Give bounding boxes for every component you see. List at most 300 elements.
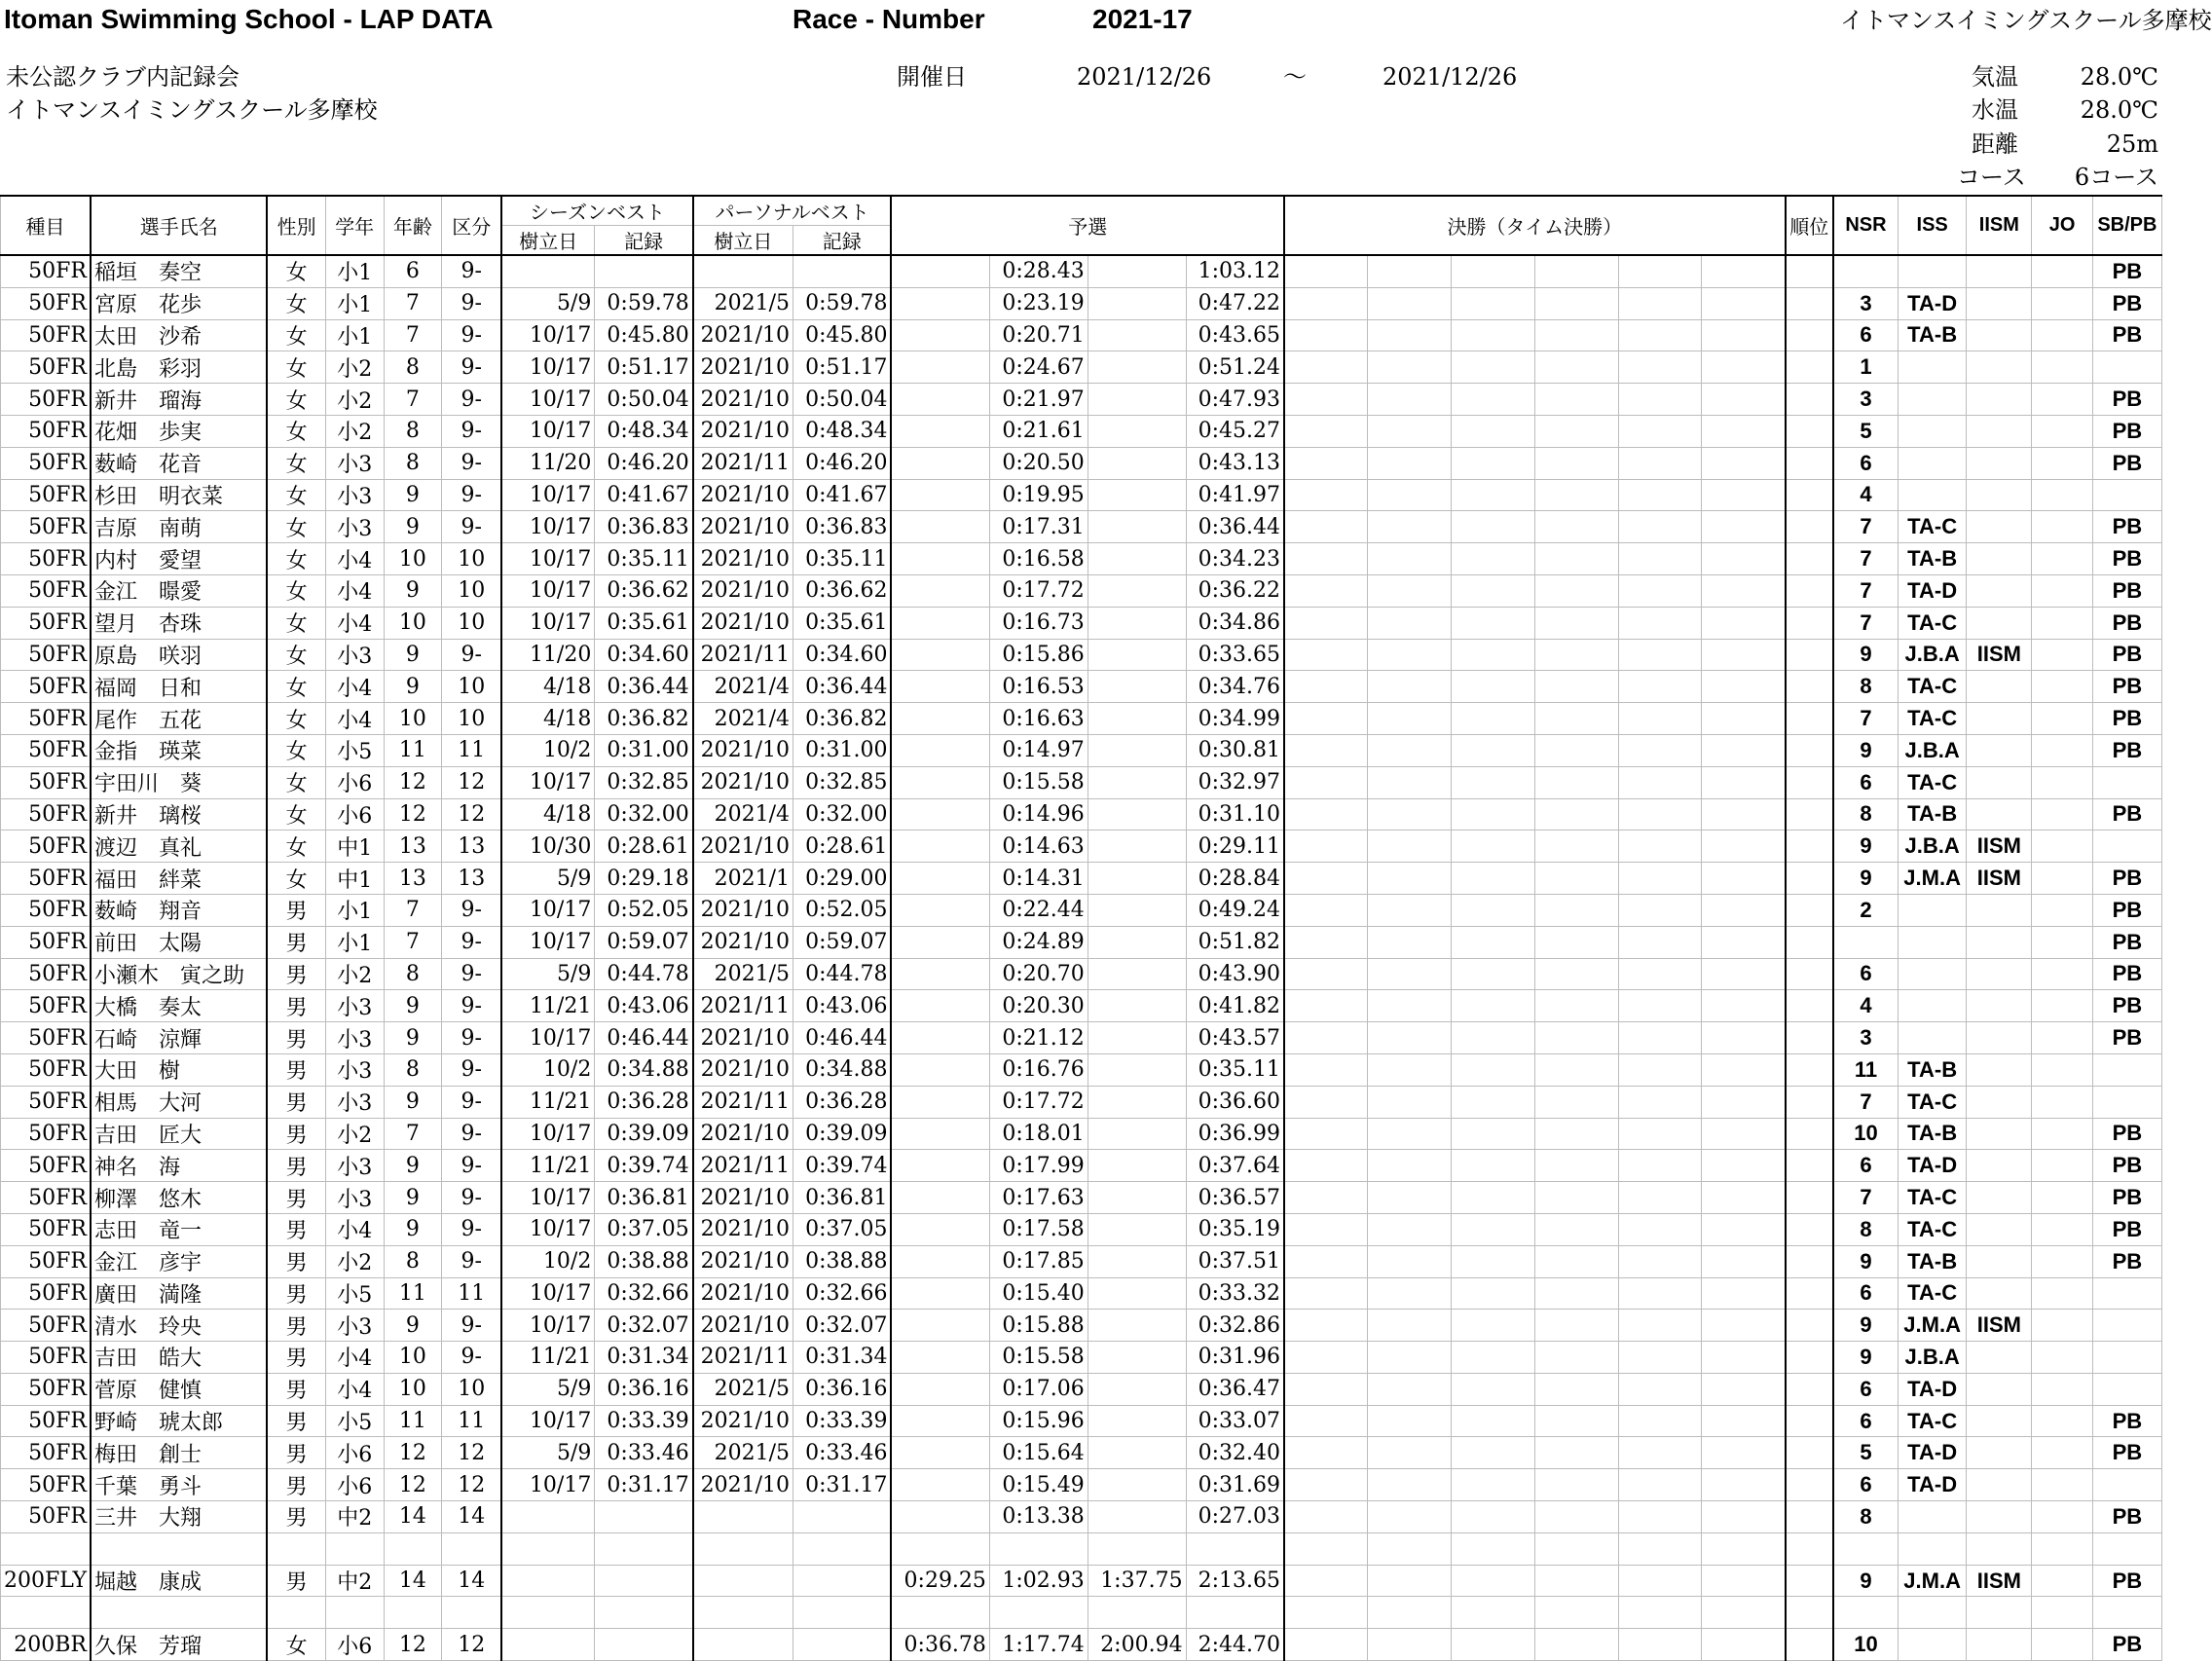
cell-empty xyxy=(1534,1245,1618,1277)
cell-pd: 2021/10 xyxy=(693,1245,793,1277)
cell-cat: 9- xyxy=(442,1022,501,1054)
cell-l2: 0:19.95 xyxy=(989,479,1088,511)
cell-empty xyxy=(1284,1405,1368,1437)
cell-event: 50FR xyxy=(1,1245,91,1277)
cell-age xyxy=(384,1597,442,1629)
cell-pb: PB xyxy=(2092,1150,2161,1182)
cell-empty xyxy=(1786,319,1833,351)
cell-jo xyxy=(2032,1150,2092,1182)
cell-pb xyxy=(2092,1086,2161,1118)
table-row xyxy=(1,671,2162,703)
cell-empty xyxy=(1368,574,1452,607)
cell-empty xyxy=(1284,1277,1368,1310)
date-to: 2021/12/26 xyxy=(1382,63,1518,91)
cell-pr xyxy=(793,1597,892,1629)
cell-cat: 9- xyxy=(442,1118,501,1150)
cell-pr: 0:41.67 xyxy=(793,479,892,511)
cell-empty xyxy=(1534,1437,1618,1469)
cell-gr: 小4 xyxy=(325,1373,384,1405)
cell-pb: PB xyxy=(2092,671,2161,703)
cell-jo xyxy=(2032,287,2092,319)
table-row xyxy=(1,1118,2162,1150)
cell-iss: TA-B xyxy=(1898,319,1966,351)
cell-pd: 2021/5 xyxy=(693,1437,793,1469)
cell-pr: 0:45.80 xyxy=(793,319,892,351)
table-row xyxy=(1,1086,2162,1118)
cell-empty xyxy=(1618,1022,1702,1054)
cell-empty xyxy=(1452,574,1535,607)
cell-empty xyxy=(1618,863,1702,895)
cell-g: 女 xyxy=(267,766,325,798)
cell-age: 8 xyxy=(384,447,442,479)
cell-empty xyxy=(1702,1086,1786,1118)
cell-empty xyxy=(1618,255,1702,287)
cell-l1 xyxy=(891,1532,989,1565)
cell-l1 xyxy=(891,1437,989,1469)
cell-empty xyxy=(1284,543,1368,575)
cell-pr: 0:28.61 xyxy=(793,830,892,863)
cell-empty xyxy=(1284,574,1368,607)
cell-g: 男 xyxy=(267,1150,325,1182)
cell-empty xyxy=(1368,990,1452,1022)
col-rank: 順位 xyxy=(1786,196,1833,255)
cell-event: 50FR xyxy=(1,703,91,735)
cell-gr: 小3 xyxy=(325,639,384,671)
cell-empty xyxy=(1368,479,1452,511)
cell-empty xyxy=(1618,734,1702,766)
table-row xyxy=(1,319,2162,351)
cell-cat: 11 xyxy=(442,1277,501,1310)
table-row xyxy=(1,574,2162,607)
cell-age: 7 xyxy=(384,1118,442,1150)
cell-empty xyxy=(1534,384,1618,416)
table-row xyxy=(1,798,2162,830)
cell-jo xyxy=(2032,1342,2092,1374)
cell-empty xyxy=(1618,415,1702,447)
table-row xyxy=(1,1469,2162,1501)
cell-pr: 0:36.83 xyxy=(793,511,892,543)
cell-gr: 小3 xyxy=(325,447,384,479)
cell-empty xyxy=(1786,351,1833,384)
cell-empty xyxy=(1786,1053,1833,1086)
cell-l4: 0:36.47 xyxy=(1186,1373,1284,1405)
cell-empty xyxy=(1368,1469,1452,1501)
cell-iism xyxy=(1967,766,2032,798)
table-row xyxy=(1,1629,2162,1661)
cell-iss: TA-C xyxy=(1898,1213,1966,1245)
cell-pb: PB xyxy=(2092,255,2161,287)
cell-gr: 小2 xyxy=(325,415,384,447)
cell-empty xyxy=(1534,639,1618,671)
cell-iism xyxy=(1967,574,2032,607)
cell-name: 金指 瑛菜 xyxy=(91,734,267,766)
cell-empty xyxy=(1786,1245,1833,1277)
table-row xyxy=(1,1277,2162,1310)
cell-age: 9 xyxy=(384,1310,442,1342)
cell-event xyxy=(1,1532,91,1565)
cell-empty xyxy=(1702,384,1786,416)
cell-empty xyxy=(1534,1182,1618,1214)
cell-jo xyxy=(2032,1086,2092,1118)
cell-pr: 0:32.07 xyxy=(793,1310,892,1342)
cell-empty xyxy=(1452,415,1535,447)
cell-empty xyxy=(1786,1405,1833,1437)
cell-empty xyxy=(1702,1597,1786,1629)
cell-l1 xyxy=(891,543,989,575)
cell-empty xyxy=(1702,671,1786,703)
cell-cat: 9- xyxy=(442,1310,501,1342)
cell-jo xyxy=(2032,894,2092,926)
cell-iism xyxy=(1967,1150,2032,1182)
cell-pb: PB xyxy=(2092,447,2161,479)
cell-sd: 11/21 xyxy=(501,1086,595,1118)
cell-nsr: 9 xyxy=(1833,830,1898,863)
cell-pd: 2021/5 xyxy=(693,1373,793,1405)
cell-l1 xyxy=(891,1342,989,1374)
cell-gr: 小3 xyxy=(325,1182,384,1214)
cell-empty xyxy=(1534,1373,1618,1405)
water-temp-value: 28.0℃ xyxy=(2080,96,2158,124)
cell-g: 男 xyxy=(267,1373,325,1405)
cell-l2: 0:14.97 xyxy=(989,734,1088,766)
cell-sr: 0:43.06 xyxy=(595,990,693,1022)
cell-pr: 0:36.81 xyxy=(793,1182,892,1214)
cell-empty xyxy=(1534,958,1618,990)
cell-iism xyxy=(1967,1245,2032,1277)
cell-pb: PB xyxy=(2092,1501,2161,1533)
col-name: 選手氏名 xyxy=(91,196,267,255)
cell-pd: 2021/5 xyxy=(693,287,793,319)
cell-l1 xyxy=(891,384,989,416)
cell-event: 200FLY xyxy=(1,1565,91,1597)
cell-empty xyxy=(1534,1310,1618,1342)
cell-empty xyxy=(1786,926,1833,958)
cell-pd: 2021/10 xyxy=(693,319,793,351)
cell-g: 女 xyxy=(267,415,325,447)
cell-empty xyxy=(1618,1053,1702,1086)
cell-empty xyxy=(1786,1373,1833,1405)
cell-event: 50FR xyxy=(1,479,91,511)
cell-age: 11 xyxy=(384,1405,442,1437)
cell-name xyxy=(91,1532,267,1565)
cell-iss: J.B.A xyxy=(1898,1342,1966,1374)
cell-l4: 0:51.24 xyxy=(1186,351,1284,384)
cell-empty xyxy=(1284,447,1368,479)
cell-empty xyxy=(1618,894,1702,926)
cell-jo xyxy=(2032,1532,2092,1565)
cell-sr: 0:52.05 xyxy=(595,894,693,926)
col-prelim: 予選 xyxy=(891,196,1284,255)
cell-l4: 0:31.69 xyxy=(1186,1469,1284,1501)
table-row xyxy=(1,830,2162,863)
cell-l4: 0:30.81 xyxy=(1186,734,1284,766)
cell-sr: 0:46.44 xyxy=(595,1022,693,1054)
cell-iism xyxy=(1967,798,2032,830)
cell-empty xyxy=(1534,734,1618,766)
cell-iss: TA-B xyxy=(1898,1245,1966,1277)
cell-name: 小瀬木 寅之助 xyxy=(91,958,267,990)
cell-l3 xyxy=(1088,1118,1186,1150)
cell-iism xyxy=(1967,255,2032,287)
cell-name: 三井 大翔 xyxy=(91,1501,267,1533)
cell-jo xyxy=(2032,1182,2092,1214)
cell-event: 50FR xyxy=(1,1469,91,1501)
cell-empty xyxy=(1452,671,1535,703)
cell-sd: 10/17 xyxy=(501,574,595,607)
cell-empty xyxy=(1534,255,1618,287)
cell-pd xyxy=(693,1565,793,1597)
cell-age: 8 xyxy=(384,1245,442,1277)
cell-sr: 0:35.61 xyxy=(595,607,693,639)
cell-jo xyxy=(2032,1469,2092,1501)
cell-jo xyxy=(2032,1245,2092,1277)
cell-pr: 0:31.00 xyxy=(793,734,892,766)
cell-g: 男 xyxy=(267,1437,325,1469)
cell-l1 xyxy=(891,255,989,287)
cell-pb xyxy=(2092,1532,2161,1565)
table-row xyxy=(1,1182,2162,1214)
cell-age: 12 xyxy=(384,798,442,830)
cell-age: 10 xyxy=(384,703,442,735)
cell-sd: 10/17 xyxy=(501,607,595,639)
cell-pb: PB xyxy=(2092,1629,2161,1661)
cell-name: 新井 璃桜 xyxy=(91,798,267,830)
cell-gr: 小6 xyxy=(325,798,384,830)
cell-age: 13 xyxy=(384,830,442,863)
cell-empty xyxy=(1534,1053,1618,1086)
cell-l1 xyxy=(891,958,989,990)
cell-event: 50FR xyxy=(1,574,91,607)
cell-event: 50FR xyxy=(1,1150,91,1182)
cell-empty xyxy=(1284,1373,1368,1405)
cell-cat: 9- xyxy=(442,1213,501,1245)
cell-nsr: 7 xyxy=(1833,1086,1898,1118)
cell-age: 10 xyxy=(384,607,442,639)
cell-l1 xyxy=(891,1597,989,1629)
cell-gr: 中2 xyxy=(325,1565,384,1597)
cell-pr: 0:33.46 xyxy=(793,1437,892,1469)
cell-age: 12 xyxy=(384,1437,442,1469)
cell-empty xyxy=(1702,863,1786,895)
cell-empty xyxy=(1452,894,1535,926)
cell-age: 9 xyxy=(384,1182,442,1214)
cell-l4: 0:47.93 xyxy=(1186,384,1284,416)
cell-iss xyxy=(1898,1501,1966,1533)
cell-g: 女 xyxy=(267,734,325,766)
cell-name: 菅原 健慎 xyxy=(91,1373,267,1405)
cell-l1 xyxy=(891,798,989,830)
cell-g: 女 xyxy=(267,1629,325,1661)
cell-empty xyxy=(1452,351,1535,384)
cell-empty xyxy=(1452,926,1535,958)
cell-l2: 0:15.58 xyxy=(989,1342,1088,1374)
date-separator: ～ xyxy=(1283,63,1307,91)
cell-gr: 小1 xyxy=(325,894,384,926)
cell-l3 xyxy=(1088,1405,1186,1437)
cell-pr: 0:32.66 xyxy=(793,1277,892,1310)
cell-gr: 中2 xyxy=(325,1501,384,1533)
cell-pd: 2021/11 xyxy=(693,447,793,479)
cell-sd: 10/17 xyxy=(501,479,595,511)
cell-empty xyxy=(1618,479,1702,511)
cell-iss xyxy=(1898,894,1966,926)
cell-gr: 小1 xyxy=(325,926,384,958)
cell-iism xyxy=(1967,990,2032,1022)
cell-empty xyxy=(1452,1053,1535,1086)
cell-sr: 0:50.04 xyxy=(595,384,693,416)
cell-l3 xyxy=(1088,384,1186,416)
cell-empty xyxy=(1618,574,1702,607)
cell-pr: 0:48.34 xyxy=(793,415,892,447)
cell-pd: 2021/10 xyxy=(693,415,793,447)
cell-g: 男 xyxy=(267,1118,325,1150)
cell-l1 xyxy=(891,671,989,703)
cell-l4: 0:43.13 xyxy=(1186,447,1284,479)
cell-iss xyxy=(1898,255,1966,287)
table-row xyxy=(1,1245,2162,1277)
cell-name: 新井 瑠海 xyxy=(91,384,267,416)
cell-empty xyxy=(1534,1022,1618,1054)
cell-nsr: 7 xyxy=(1833,574,1898,607)
cell-l3 xyxy=(1088,607,1186,639)
cell-empty xyxy=(1786,1150,1833,1182)
cell-l4: 0:33.65 xyxy=(1186,639,1284,671)
cell-empty xyxy=(1534,1597,1618,1629)
cell-l4 xyxy=(1186,1532,1284,1565)
cell-empty xyxy=(1534,990,1618,1022)
cell-l4: 0:49.24 xyxy=(1186,894,1284,926)
cell-jo xyxy=(2032,926,2092,958)
cell-name: 相馬 大河 xyxy=(91,1086,267,1118)
cell-g xyxy=(267,1597,325,1629)
cell-empty xyxy=(1702,415,1786,447)
cell-l4: 0:36.99 xyxy=(1186,1118,1284,1150)
cell-nsr: 5 xyxy=(1833,1437,1898,1469)
cell-event: 50FR xyxy=(1,384,91,416)
cell-l2: 0:17.99 xyxy=(989,1150,1088,1182)
cell-empty xyxy=(1284,1565,1368,1597)
cell-l3 xyxy=(1088,1342,1186,1374)
cell-l3 xyxy=(1088,543,1186,575)
col-nsr: NSR xyxy=(1833,196,1898,255)
cell-l2: 0:17.72 xyxy=(989,574,1088,607)
cell-empty xyxy=(1702,351,1786,384)
cell-iism xyxy=(1967,1405,2032,1437)
distance-value: 25m xyxy=(2106,130,2158,158)
cell-jo xyxy=(2032,830,2092,863)
cell-pb xyxy=(2092,351,2161,384)
cell-empty xyxy=(1368,415,1452,447)
cell-empty xyxy=(1452,511,1535,543)
cell-pr: 0:31.17 xyxy=(793,1469,892,1501)
cell-empty xyxy=(1368,447,1452,479)
cell-empty xyxy=(1786,1310,1833,1342)
cell-pb: PB xyxy=(2092,703,2161,735)
cell-nsr: 6 xyxy=(1833,1277,1898,1310)
cell-empty xyxy=(1368,255,1452,287)
table-row xyxy=(1,766,2162,798)
cell-pd xyxy=(693,1501,793,1533)
cell-empty xyxy=(1284,1629,1368,1661)
cell-sr: 0:28.61 xyxy=(595,830,693,863)
cell-empty xyxy=(1284,639,1368,671)
cell-event: 50FR xyxy=(1,1405,91,1437)
cell-pb xyxy=(2092,1373,2161,1405)
cell-cat: 9- xyxy=(442,384,501,416)
cell-empty xyxy=(1702,543,1786,575)
cell-sr: 0:45.80 xyxy=(595,319,693,351)
cell-l4: 2:44.70 xyxy=(1186,1629,1284,1661)
cell-empty xyxy=(1534,1213,1618,1245)
cell-sr xyxy=(595,1501,693,1533)
cell-age: 9 xyxy=(384,671,442,703)
cell-pr: 0:38.88 xyxy=(793,1245,892,1277)
cell-sd: 10/17 xyxy=(501,543,595,575)
cell-iism xyxy=(1967,1597,2032,1629)
cell-empty xyxy=(1786,1277,1833,1310)
cell-sr: 0:51.17 xyxy=(595,351,693,384)
cell-jo xyxy=(2032,447,2092,479)
cell-pr: 0:33.39 xyxy=(793,1405,892,1437)
cell-l2: 0:14.96 xyxy=(989,798,1088,830)
cell-cat: 9- xyxy=(442,287,501,319)
cell-empty xyxy=(1368,639,1452,671)
date-from: 2021/12/26 xyxy=(1077,63,1212,91)
cell-l3 xyxy=(1088,511,1186,543)
cell-pd: 2021/10 xyxy=(693,1182,793,1214)
cell-empty xyxy=(1284,479,1368,511)
cell-pd: 2021/10 xyxy=(693,511,793,543)
cell-l1 xyxy=(891,1501,989,1533)
cell-iss: TA-C xyxy=(1898,511,1966,543)
cell-gr: 小1 xyxy=(325,255,384,287)
cell-sr: 0:34.60 xyxy=(595,639,693,671)
cell-jo xyxy=(2032,798,2092,830)
cell-empty xyxy=(1534,447,1618,479)
cell-event: 50FR xyxy=(1,255,91,287)
cell-empty xyxy=(1534,766,1618,798)
cell-name: 太田 沙希 xyxy=(91,319,267,351)
meet-name: 未公認クラブ内記録会 xyxy=(6,63,240,91)
cell-pd xyxy=(693,1629,793,1661)
cell-empty xyxy=(1368,1342,1452,1374)
cell-nsr: 9 xyxy=(1833,1310,1898,1342)
cell-empty xyxy=(1534,319,1618,351)
cell-g: 女 xyxy=(267,671,325,703)
cell-gr: 小6 xyxy=(325,1437,384,1469)
cell-age xyxy=(384,1532,442,1565)
cell-pr xyxy=(793,1501,892,1533)
cell-sr: 0:48.34 xyxy=(595,415,693,447)
cell-empty xyxy=(1702,319,1786,351)
cell-name: 宇田川 葵 xyxy=(91,766,267,798)
cell-empty xyxy=(1618,830,1702,863)
cell-empty xyxy=(1786,863,1833,895)
cell-empty xyxy=(1786,1118,1833,1150)
cell-pd: 2021/10 xyxy=(693,479,793,511)
table-row xyxy=(1,1565,2162,1597)
cell-iism xyxy=(1967,607,2032,639)
cell-l3 xyxy=(1088,766,1186,798)
cell-sd: 11/21 xyxy=(501,990,595,1022)
cell-empty xyxy=(1786,1629,1833,1661)
cell-nsr: 8 xyxy=(1833,798,1898,830)
cell-empty xyxy=(1618,319,1702,351)
cell-empty xyxy=(1534,1565,1618,1597)
cell-l3: 2:00.94 xyxy=(1088,1629,1186,1661)
cell-empty xyxy=(1284,351,1368,384)
cell-g: 男 xyxy=(267,958,325,990)
